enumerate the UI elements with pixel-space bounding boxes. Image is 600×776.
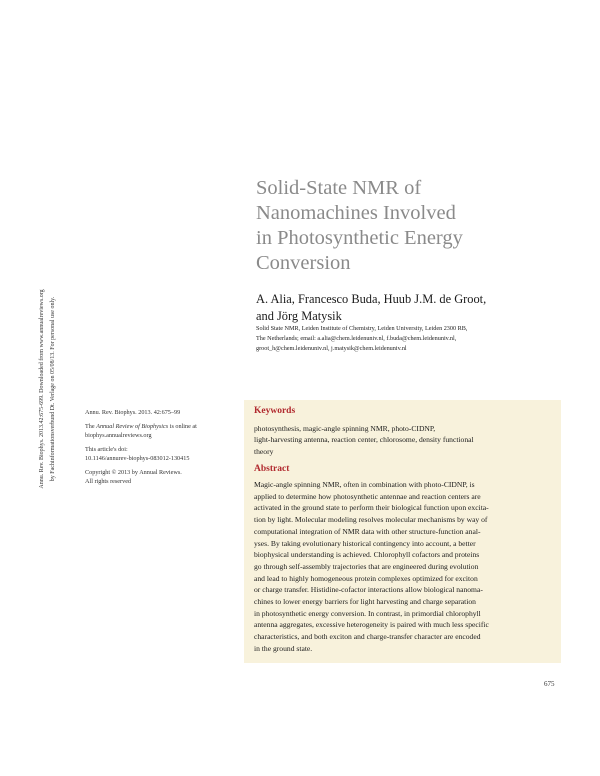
title-line: Solid-State NMR of xyxy=(256,177,422,199)
abstract-line: characteristics, and both exciton and charge-transfer character are encoded xyxy=(254,632,481,642)
author-line: A. Alia, Francesco Buda, Huub J.M. de Groot, xyxy=(256,292,487,306)
download-notice-text: by Fachinformationsverbund Dt. Verlage on 05/08/13. For personal use only. xyxy=(50,296,56,481)
author-line: and Jörg Matysik xyxy=(256,309,342,323)
journal-name: Annual Review of Biophysics xyxy=(96,423,169,430)
keywords-heading: Keywords xyxy=(254,406,296,416)
abstract-line: and lead to highly homogeneous protein complexes optimized for exciton xyxy=(254,573,478,583)
abstract-line: antenna aggregates, excessive heterogeneity is paired with much less specific xyxy=(254,620,489,630)
abstract-line: go through self-assembly trajectories that are engineered during evolution xyxy=(254,561,479,571)
title-line: Conversion xyxy=(256,252,351,274)
download-notice-text: Annu. Rev. Biophys. 2013.42:675-699. Downloaded from www.annualreviews.org xyxy=(39,288,45,489)
affiliation xyxy=(256,324,556,354)
abstract-line: yses. By taking evolutionary historical contingency into account, a better xyxy=(254,538,476,548)
keywords-line: photosynthesis, magic-angle spinning NMR, photo-CIDNP, xyxy=(254,424,436,433)
copyright-block xyxy=(85,468,235,486)
abstract-line: activated in the ground state to perform their biological function upon excita- xyxy=(254,503,489,513)
keywords-line: light-harvesting antenna, reaction center, chlorosome, density functional xyxy=(254,435,474,445)
abstract-line: computational integration of NMR data with other structure-function anal- xyxy=(254,526,481,536)
online-notice xyxy=(85,422,235,440)
abstract-line: chines to lower energy barriers for light harvesting and charge separation xyxy=(254,597,476,607)
page-number: 675 xyxy=(544,680,555,688)
abstract-heading: Abstract xyxy=(254,464,290,474)
article-metadata xyxy=(85,408,235,489)
rights: All rights reserved xyxy=(85,478,132,485)
abstract-line: or charge transfer. Histidine-cofactor interactions allow biological nanoma- xyxy=(254,585,483,595)
abstract-line: Magic-angle spinning NMR, often in combination with photo-CIDNP, is xyxy=(254,480,475,489)
doi-block xyxy=(85,445,235,463)
abstract-line: biophysical understanding is achieved. Chlorophyll cofactors and proteins xyxy=(254,550,480,560)
affiliation-line: Solid State NMR, Leiden Institute of Chemistry, Leiden University, Leiden 2300 RB, xyxy=(256,325,468,332)
abstract-line: tion by light. Molecular modeling resolves molecular mechanisms by way of xyxy=(254,515,488,525)
affiliation-line: The Netherlands; email: a.alia@chem.leidenuniv.nl, f.buda@chem.leidenuniv.nl, xyxy=(256,335,457,342)
author-list xyxy=(256,291,556,325)
journal-url-link[interactable]: biophys.annualreviews.org xyxy=(85,432,152,439)
abstract-line: in photosynthetic energy conversion. In contrast, in primordial chlorophyll xyxy=(254,608,481,618)
abstract-text xyxy=(254,479,554,655)
download-notice-line xyxy=(47,257,59,520)
title-line: Nanomachines Involved xyxy=(256,202,456,224)
title-line: in Photosynthetic Energy xyxy=(256,227,463,249)
keywords-abstract-panel xyxy=(244,400,561,663)
doi-link[interactable]: 10.1146/annurev-biophys-083012-130415 xyxy=(85,455,190,462)
copyright: Copyright © 2013 by Annual Reviews. xyxy=(85,469,182,476)
keywords-line: theory xyxy=(254,446,274,456)
abstract-line: applied to determine how photosynthetic antennae and reaction centers are xyxy=(254,491,481,501)
doi-label: This article's doi: xyxy=(85,446,128,453)
citation: Annu. Rev. Biophys. 2013. 42:675–99 xyxy=(85,409,181,416)
online-prefix: The xyxy=(85,423,97,430)
article-title xyxy=(256,176,556,276)
abstract-line: in the ground state. xyxy=(254,643,313,653)
keywords-list xyxy=(254,423,554,457)
online-suffix: is online at xyxy=(168,423,197,430)
affiliation-line: groot_h@chem.leidenuniv.nl, j.matysik@chem.leidenuniv.nl xyxy=(256,345,407,352)
download-notice xyxy=(34,257,70,520)
